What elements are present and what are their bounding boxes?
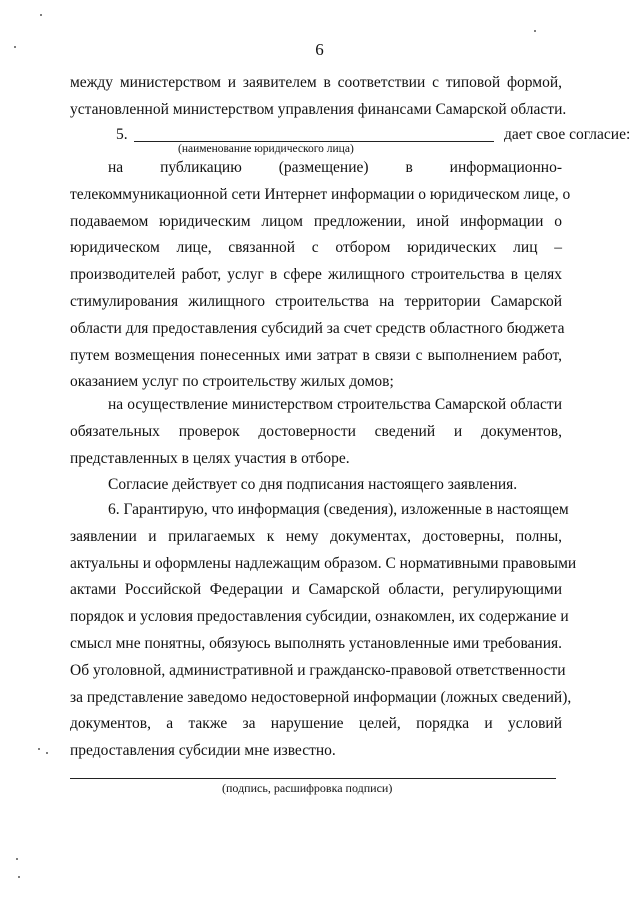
text-line: актуальны и оформлены надлежащим образом. С нормативными правовыми — [70, 554, 577, 572]
text-line: на публикацию (размещение) в информационно- — [108, 159, 562, 176]
text-line: предоставления субсидии мне известно. — [70, 742, 336, 760]
text-line: путем возмещения понесенных ими затрат в связи с выполнением работ, — [70, 346, 562, 364]
item-number: 5. — [116, 126, 128, 143]
scan-speck — [38, 748, 40, 750]
text-line: производителей работ, услуг в сфере жилищного строительства в целях — [70, 266, 562, 284]
text-line: Согласие действует со дня подписания настоящего заявления. — [108, 476, 518, 493]
text-line: оказанием услуг по строительству жилых домов; — [70, 373, 394, 391]
text-line: заявлении и прилагаемых к нему документах, достоверны, полны, — [70, 527, 562, 545]
text-line: юридическом лице, связанной с отбором юридических лиц – — [70, 239, 562, 257]
text-line: представленных в целях участия в отборе. — [70, 449, 350, 467]
legal-entity-name-blank[interactable] — [134, 141, 494, 142]
text-line: телекоммуникационной сети Интернет информации о юридическом лице, о — [70, 185, 571, 203]
validity-paragraph — [70, 472, 562, 499]
text-line: документов, а также за нарушение целей, порядка и условий — [70, 715, 562, 733]
consent-checks-paragraph — [70, 392, 562, 472]
signature-line[interactable] — [70, 778, 556, 779]
text-line: между министерством и заявителем в соответствии с типовой формой, — [70, 74, 562, 91]
consent-publication-paragraph — [70, 155, 571, 396]
text-line: на осуществление министерством строительства Самарской области — [108, 396, 562, 413]
scan-speck — [534, 30, 536, 32]
text-line: обязательных проверок достоверности сведений и документов, — [70, 422, 562, 440]
text-line: за представление заведомо недостоверной информации (ложных сведений), — [70, 688, 572, 706]
text-line: Об уголовной, административной и гражданско-правовой ответственности — [70, 661, 566, 679]
text-line: порядок и условия предоставления субсидии, ознакомлен, их содержание и — [70, 608, 569, 626]
text-line: установленной министерством управления финансами Самарской области. — [70, 100, 567, 118]
legal-entity-caption: (наименование юридического лица) — [178, 143, 354, 155]
scan-speck — [40, 14, 42, 16]
text-line: актами Российской Федерации и Самарской области, регулирующими — [70, 581, 562, 599]
text-line: смысл мне понятны, обязуюсь выполнять установленные ими требования. — [70, 634, 563, 652]
signature-caption: (подпись, расшифровка подписи) — [222, 781, 393, 795]
item-6-paragraph — [70, 497, 577, 765]
scan-speck — [16, 858, 18, 860]
text-line: области для предоставления субсидий за счет средств областного бюджета — [70, 319, 565, 337]
text-line: подаваемом юридическим лицом предложении, иной информации о — [70, 212, 562, 230]
text-line: стимулирования жилищного строительства на территории Самарской — [70, 292, 562, 310]
intro-paragraph — [70, 70, 567, 124]
consent-heading: дает свое согласие: — [504, 126, 631, 143]
scan-speck — [14, 46, 16, 48]
scan-speck — [18, 876, 20, 878]
text-line: 6. Гарантирую, что информация (сведения), изложенные в настоящем — [108, 501, 569, 518]
page-number: 6 — [315, 40, 324, 59]
scan-speck — [46, 752, 48, 754]
